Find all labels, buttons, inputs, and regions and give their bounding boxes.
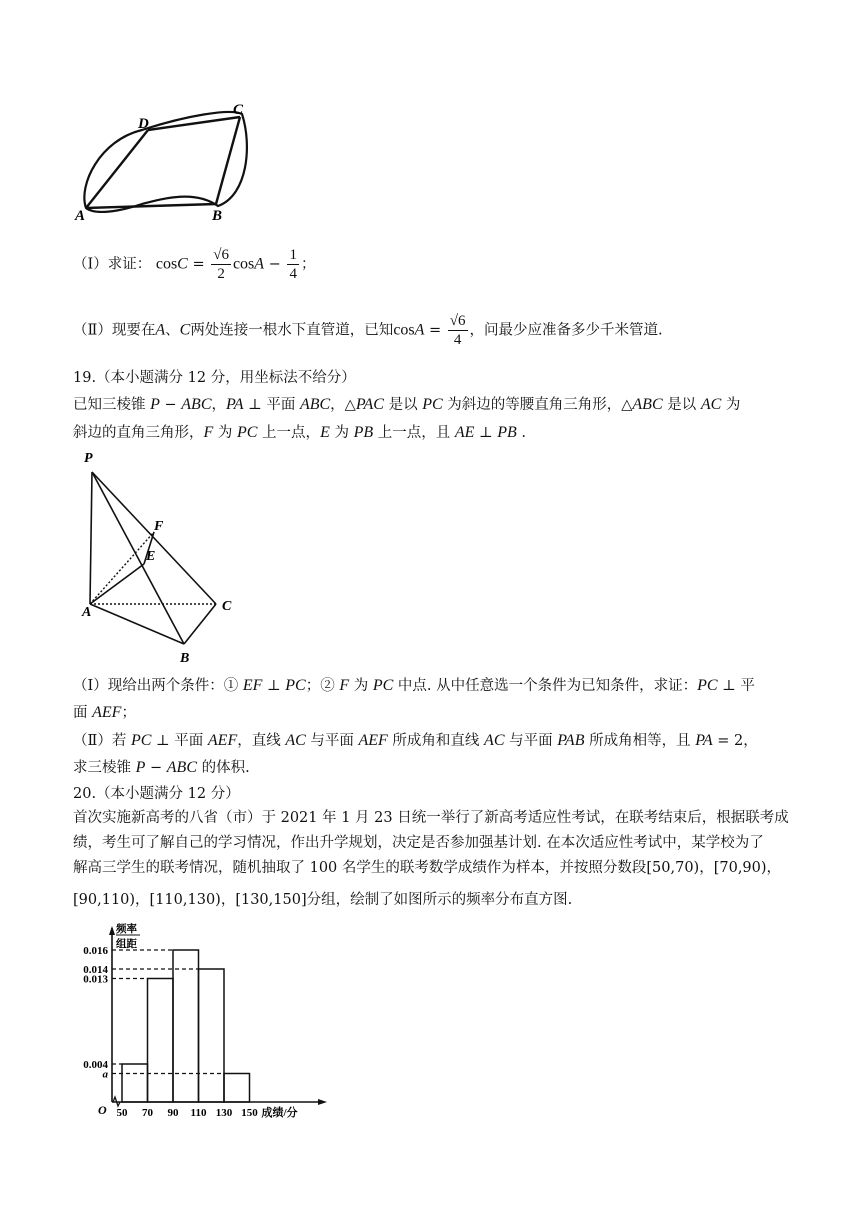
math-var: P (150, 396, 160, 413)
text: ，问最少应准备多少千米管道. (469, 322, 663, 339)
math-var: E (320, 424, 330, 441)
p19-heading: 19.（本小题满分 12 分，用坐标法不给分） (73, 370, 356, 386)
text-run: 求三棱锥 (73, 760, 136, 776)
x-tick-label: 110 (190, 1107, 207, 1119)
p20-line3: 解高三学生的联考情况，随机抽取了 100 名学生的联考数学成绩作为样本，并按照分数段[50,70)，[70,90)， (73, 860, 782, 876)
math-var: EF (242, 677, 263, 694)
text-run: ； (121, 705, 136, 721)
text-run: ⊥ 平面 (243, 397, 300, 413)
label-A: A (82, 605, 92, 620)
frac-den: 2 (217, 266, 225, 282)
y-axis-arrow (109, 926, 115, 935)
math-var: AEF (92, 704, 122, 721)
text-run: . (516, 425, 526, 441)
histogram-bar (173, 950, 199, 1102)
math-var: PC (422, 396, 443, 413)
x-tick-label: 90 (167, 1107, 179, 1119)
math-var: PC (697, 677, 718, 694)
frac-sqrt6-4 (448, 312, 468, 349)
text-run: （Ⅱ）若 (73, 733, 131, 749)
text-run: ⊥ 平面 (151, 733, 208, 749)
origin-label: O (98, 1103, 107, 1117)
frac-num: 1 (289, 247, 297, 263)
math-var: PAB (557, 732, 585, 749)
y-tick-label: a (102, 1068, 108, 1081)
x-axis-arrow (318, 1099, 327, 1105)
text-run: （Ⅰ）现给出两个条件：① (73, 678, 243, 694)
frequency-histogram (68, 920, 358, 1120)
text-run: 与平面 (504, 733, 558, 749)
y-tick-label: 0.014 (83, 964, 108, 976)
p20-line2: 绩，考生可了解自己的学习情况，作出升学规划，决定是否参加强基计划. 在本次适应性考试中，某学校为了 (73, 835, 764, 851)
text: （Ⅱ）现要在 (73, 322, 156, 339)
y-axis-label-denominator: 组距 (116, 939, 137, 950)
math-var: AC (700, 396, 722, 413)
label-C: C (233, 102, 244, 118)
frac-sqrt6-2 (211, 246, 231, 283)
text-run: ⊥ 平 (717, 678, 755, 694)
text-run: ， (211, 397, 226, 413)
y-axis-label-numerator: 频率 (116, 924, 137, 935)
p19-part2-line2 (73, 758, 250, 778)
frac-den: 4 (453, 332, 462, 348)
text-run: 所成角和直线 (387, 733, 485, 749)
frac-num: √6 (213, 247, 229, 263)
math-var: PC (130, 732, 152, 749)
text-run: ，直线 (237, 733, 286, 749)
label-B: B (180, 651, 190, 666)
text-run: 为 (721, 397, 741, 413)
math-var: AC (285, 732, 306, 749)
p20-heading: 20.（本小题满分 12 分） (73, 786, 240, 802)
math-var: AE (454, 424, 475, 441)
y-tick-label: 0.004 (83, 1059, 108, 1071)
label-E: E (146, 549, 156, 564)
label-C: C (222, 599, 232, 614)
text-run: 是以 (662, 397, 701, 413)
y-tick-label: 0.013 (83, 973, 108, 986)
text-run: 为 (329, 425, 354, 441)
y-tick-label: 0.016 (83, 945, 108, 957)
p18-part2 (73, 312, 663, 349)
text-run: 斜边的直角三角形， (73, 425, 204, 441)
text-run: 是以 (383, 397, 423, 413)
cos-text: cos (232, 255, 255, 273)
var-A: A (414, 321, 425, 339)
p20-line4: [90,110)，[110,130)，[130,150]分组，绘制了如图所示的频率分布直方图. (73, 892, 573, 908)
p18-part1 (73, 246, 315, 283)
text-run: ，△ (330, 397, 356, 413)
text-run: − (159, 397, 182, 413)
var-C: C (179, 321, 191, 339)
x-tick-label: 50 (116, 1107, 128, 1119)
eq-sign: = (424, 322, 446, 339)
var-A: A (155, 321, 166, 339)
math-var: PAC (355, 396, 384, 413)
x-tick-label: 150 (241, 1107, 258, 1119)
math-var: P (135, 759, 146, 776)
math-var: PC (285, 677, 306, 694)
math-var: PB (497, 424, 517, 441)
text-run: 已知三棱锥 (73, 397, 151, 413)
math-var: AEF (207, 732, 238, 749)
cos-text: cos (393, 321, 415, 339)
frac-den: 4 (289, 266, 297, 282)
text-run: 为 (349, 678, 373, 694)
histogram-bar (122, 1064, 148, 1102)
label-A: A (75, 208, 86, 224)
p18-part1-suffix: ； (300, 256, 316, 273)
p19-part1-line1 (73, 676, 755, 696)
text-run: 的体积. (196, 760, 250, 776)
cos-text: cos (155, 255, 178, 273)
text-run: ⊥ (474, 425, 498, 441)
fig18-quadrilateral (70, 100, 260, 225)
histogram-bar (199, 969, 225, 1102)
p19-line1 (73, 395, 740, 415)
text-run: 为斜边的等腰直角三角形，△ (442, 397, 633, 413)
math-var: PA (695, 732, 713, 749)
p19-part1-line2 (73, 703, 136, 723)
fig19-tetrahedron (78, 446, 248, 668)
math-var: F (203, 424, 214, 441)
frac-1-4 (287, 246, 299, 283)
histogram-bar (224, 1074, 250, 1103)
text-run: 上一点，且 (373, 425, 455, 441)
math-var: PA (225, 396, 244, 413)
p18-part1-prefix: （Ⅰ）求证： (73, 256, 152, 273)
text-run: 为 (213, 425, 237, 441)
math-var: ABC (632, 396, 663, 413)
math-var: AC (484, 732, 505, 749)
p19-part2-line1 (73, 731, 758, 751)
math-var: F (339, 677, 350, 694)
eq-sign: = (187, 256, 210, 273)
math-var: ABC (299, 396, 331, 413)
text-run: ；② (305, 678, 340, 694)
math-var: AEF (358, 732, 388, 749)
text-run: 面 (73, 705, 93, 721)
math-var: PB (353, 424, 374, 441)
text: 两处连接一根水下直管道，已知 (190, 322, 394, 339)
math-var: ABC (166, 759, 197, 776)
math-var: ABC (181, 396, 212, 413)
x-tick-label: 70 (142, 1107, 153, 1119)
label-P: P (84, 451, 93, 466)
x-tick-label: 130 (215, 1107, 233, 1119)
text-run: 上一点， (257, 425, 321, 441)
text-run: 与平面 (305, 733, 359, 749)
frac-num: √6 (449, 313, 466, 329)
text-run: ⊥ (262, 678, 286, 694)
x-axis-label: 成绩/分 (261, 1107, 298, 1119)
var-C: C (177, 255, 188, 273)
text: 、 (165, 322, 180, 339)
var-A: A (254, 255, 265, 273)
p20-line1: 首次实施新高考的八省（市）于 2021 年 1 月 23 日统一举行了新高考适应性考试，在联考结束后，根据联考成 (73, 810, 789, 826)
label-D: D (138, 116, 149, 132)
math-var: PC (372, 677, 394, 694)
text-run: = 2， (712, 733, 758, 749)
text-run: 所成角相等，且 (584, 733, 696, 749)
text-run: − (145, 760, 167, 776)
p19-line2 (73, 423, 526, 443)
label-B: B (212, 208, 223, 224)
math-var: PC (237, 424, 258, 441)
label-F: F (154, 519, 164, 534)
text-run: 中点. 从中任意选一个条件为已知条件，求证： (393, 678, 698, 694)
histogram-bar (148, 979, 174, 1103)
minus-sign: − (264, 256, 286, 273)
